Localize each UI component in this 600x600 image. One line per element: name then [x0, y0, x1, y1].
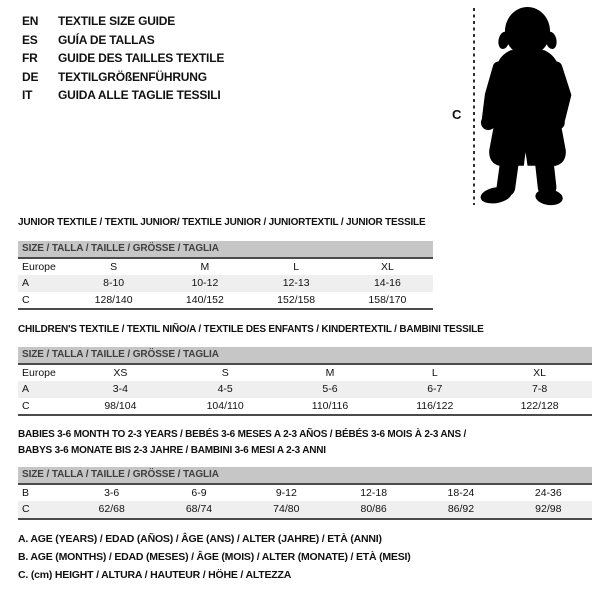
- table-rows: [18, 485, 592, 520]
- child-silhouette-icon: [478, 5, 577, 206]
- size-header-bar: SIZE / TALLA / TAILLE / GRÖSSE / TAGLIA: [18, 347, 592, 365]
- height-measure-label: C: [452, 107, 462, 122]
- table-title-line: BABIES 3-6 MONTH TO 2-3 YEARS / BEBÉS 3-6 MESES A 2-3 AÑOS / BÉBÉS 3-6 MOIS À 2-3 ANS /: [18, 429, 467, 440]
- size-cell: M: [200, 261, 210, 273]
- size-header-bar: SIZE / TALLA / TAILLE / GRÖSSE / TAGLIA: [18, 241, 433, 259]
- table-row: [18, 398, 592, 414]
- guide-title: TEXTILGRÖßENFÜHRUNG: [58, 69, 207, 84]
- size-cell: 6-9: [191, 487, 207, 499]
- size-cell: 9-12: [275, 487, 297, 499]
- size-cell: 62/68: [98, 503, 125, 516]
- language-code: EN: [22, 14, 39, 29]
- size-cell: 8-10: [103, 277, 125, 290]
- table-rows: [18, 365, 592, 416]
- size-cell: 80/86: [360, 503, 387, 516]
- table-row: [18, 485, 592, 501]
- table-rows: [18, 259, 433, 310]
- size-cell: XS: [113, 367, 128, 379]
- table-row: [18, 501, 592, 517]
- size-cell: 12-18: [360, 487, 388, 499]
- language-title-list: [22, 12, 224, 105]
- size-cell: 74/80: [273, 503, 300, 516]
- babies-textile-table: [18, 427, 592, 520]
- size-cell: 140/152: [185, 293, 224, 306]
- size-cell: 68/74: [185, 503, 213, 516]
- row-label: A: [22, 277, 30, 290]
- size-cell: 116/122: [416, 399, 454, 412]
- size-cell: 110/116: [311, 399, 349, 412]
- language-code: DE: [22, 69, 39, 84]
- children-textile-table: [18, 323, 592, 416]
- size-cell: 3-4: [112, 383, 128, 396]
- size-cell: 10-12: [191, 277, 219, 290]
- size-cell: 152/158: [277, 293, 316, 306]
- table-title-line: CHILDREN'S TEXTILE / TEXTIL NIÑO/A / TEXTILE DES ENFANTS / KINDERTEXTIL / BAMBINI TESSILE: [18, 324, 484, 335]
- size-cell: 24-36: [534, 487, 562, 499]
- size-cell: S: [110, 261, 118, 273]
- size-cell: 86/92: [447, 503, 475, 516]
- size-cell: 104/110: [206, 399, 244, 412]
- size-cell: L: [431, 367, 438, 379]
- size-cell: 98/104: [104, 399, 137, 412]
- size-header-bar: SIZE / TALLA / TAILLE / GRÖSSE / TAGLIA: [18, 467, 592, 485]
- guide-title: GUIDA ALLE TAGLIE TESSILI: [58, 88, 221, 103]
- row-label: Europe: [22, 261, 56, 273]
- size-cell: 122/128: [520, 399, 559, 412]
- language-row: [22, 31, 224, 50]
- legend-note: B. AGE (MONTHS) / EDAD (MESES) / ÂGE (MOIS) / ALTER (MONATE) / ETÀ (MESI): [18, 551, 411, 563]
- size-cell: 128/140: [94, 293, 133, 306]
- size-cell: 7-8: [531, 383, 548, 396]
- size-cell: 14-16: [373, 277, 401, 290]
- size-cell: XL: [380, 261, 394, 273]
- size-cell: 4-5: [217, 383, 233, 396]
- size-cell: XL: [533, 367, 546, 379]
- guide-title: GUIDE DES TAILLES TEXTILE: [58, 51, 225, 66]
- table-row: [18, 259, 433, 275]
- size-cell: 6-7: [427, 383, 443, 396]
- language-row: [22, 49, 224, 68]
- size-cell: 5-6: [322, 383, 338, 396]
- table-title-line: BABYS 3-6 MONATE BIS 2-3 JAHRE / BAMBINI 3-6 MESI A 2-3 ANNI: [18, 445, 326, 456]
- guide-title: TEXTILE SIZE GUIDE: [58, 14, 176, 29]
- language-code: IT: [22, 88, 33, 103]
- row-label: C: [22, 293, 30, 306]
- row-label: C: [22, 503, 30, 516]
- language-row: [22, 12, 224, 31]
- table-title: [18, 323, 592, 337]
- row-label: B: [22, 487, 30, 499]
- legend-notes: [18, 530, 411, 584]
- table-row: [18, 275, 433, 291]
- size-cell: 3-6: [104, 487, 120, 499]
- size-cell: 12-13: [282, 277, 310, 290]
- legend-note: C. (cm) HEIGHT / ALTURA / HAUTEUR / HÖHE / ALTEZZA: [18, 569, 292, 581]
- row-label: A: [22, 383, 30, 396]
- size-cell: 92/98: [535, 503, 562, 516]
- row-label: Europe: [22, 367, 56, 379]
- size-cell: 158/170: [368, 293, 407, 306]
- language-row: [22, 68, 224, 87]
- height-measure-dashed-line: [473, 8, 475, 205]
- language-row: [22, 86, 224, 105]
- table-row: [18, 365, 592, 381]
- language-code: ES: [22, 32, 38, 47]
- table-row: [18, 292, 433, 308]
- table-title: [18, 216, 433, 230]
- size-cell: L: [293, 261, 300, 273]
- size-cell: 18-24: [447, 487, 475, 499]
- row-label: C: [22, 399, 30, 412]
- table-title: [18, 427, 592, 459]
- table-row: [18, 381, 592, 397]
- table-title-line: JUNIOR TEXTILE / TEXTIL JUNIOR/ TEXTILE JUNIOR / JUNIORTEXTIL / JUNIOR TESSILE: [18, 217, 426, 228]
- size-cell: S: [221, 367, 229, 379]
- language-code: FR: [22, 51, 38, 66]
- legend-note: A. AGE (YEARS) / EDAD (AÑOS) / ÂGE (ANS) / ALTER (JAHRE) / ETÀ (ANNI): [18, 533, 382, 545]
- junior-textile-table: [18, 216, 433, 310]
- guide-title: GUÍA DE TALLAS: [58, 32, 155, 47]
- size-cell: M: [325, 367, 335, 379]
